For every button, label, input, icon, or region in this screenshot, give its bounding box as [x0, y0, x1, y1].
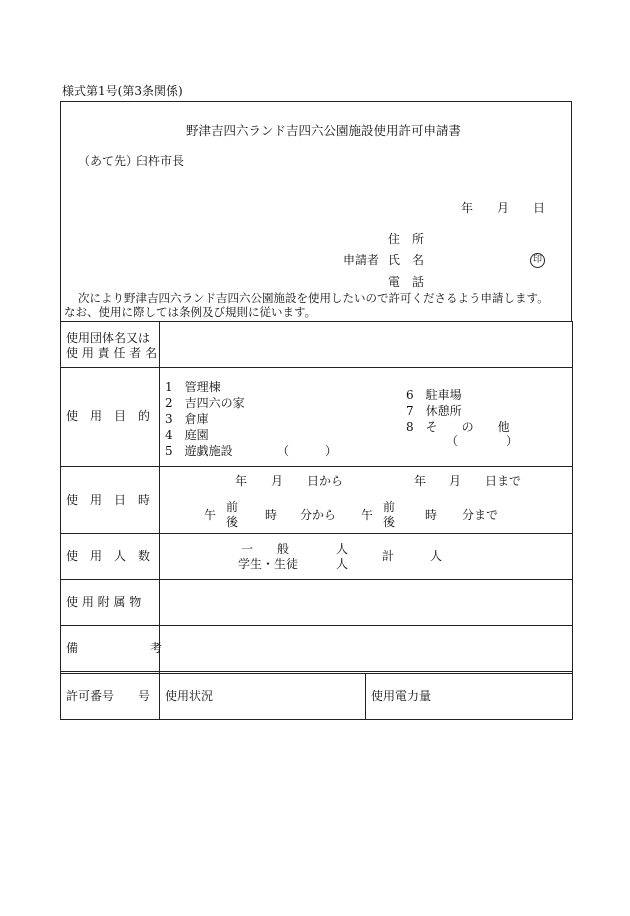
- to-day-label: 日まで: [485, 474, 522, 488]
- row-label-datetime: 使 用 日 時: [66, 493, 151, 507]
- from-day-label: 日から: [307, 474, 344, 488]
- power-usage-label: 使用電力量: [371, 689, 432, 703]
- date-month-label: 月: [497, 201, 510, 215]
- table-row-divider: [60, 367, 573, 368]
- purpose-item-1: [165, 381, 221, 393]
- addressee-prefix: （あて先）: [78, 154, 139, 168]
- table-row-divider: [60, 625, 573, 626]
- purpose-item-3: [165, 413, 209, 425]
- purpose-item-6: [406, 389, 462, 401]
- purpose-item-5: [165, 445, 233, 457]
- permit-number-label: 許可番号 号: [66, 689, 151, 703]
- row-label-people: 使 用 人 数: [66, 549, 151, 563]
- row-label-group-name: 使用団体名又は 使 用 責 任 者 名: [66, 331, 158, 360]
- row-label-remarks: 備 考: [66, 641, 163, 655]
- student-people-label: 学生・生徒: [238, 557, 299, 571]
- form-number: 様式第1号(第3条関係): [62, 84, 183, 98]
- purpose-8-detail: （ ）: [446, 434, 519, 448]
- minute-to-label: 分まで: [462, 508, 499, 522]
- label-column-divider: [159, 321, 160, 719]
- to-month-label: 月: [449, 474, 462, 488]
- usage-status-label: 使用状況: [165, 689, 214, 703]
- from-year-label: 年: [235, 474, 248, 488]
- student-people-unit: 人: [336, 557, 349, 571]
- general-people-unit: 人: [336, 542, 349, 556]
- intro-line-1: 次により野津吉四六ランド吉四六公園施設を使用したいので許可くださるよう申請します。: [78, 291, 549, 305]
- intro-line-2: なお、使用に際しては条例及び規則に従います。: [64, 305, 317, 319]
- purpose-item-8: [406, 421, 510, 433]
- name-label: 氏 名: [388, 253, 425, 267]
- purpose-item-label: 吉四六の家: [184, 396, 245, 410]
- table-row-divider: [60, 579, 573, 580]
- purpose-item-num: 1: [165, 380, 173, 394]
- general-people-label: 一 般: [241, 542, 290, 556]
- am-label-1: 前: [226, 500, 239, 514]
- purpose-item-4: [165, 429, 209, 441]
- address-label: 住 所: [388, 232, 425, 246]
- form-title: 野津吉四六ランド吉四六公園施設使用許可申請書: [186, 123, 462, 138]
- purpose-item-num: 5: [165, 444, 173, 458]
- purpose-5-detail: （ ）: [277, 444, 338, 458]
- purpose-item-num: 4: [165, 428, 173, 442]
- purpose-item-label: 庭園: [184, 428, 209, 442]
- table-row-divider: [60, 466, 573, 467]
- phone-label: 電 話: [388, 275, 425, 289]
- table-right-border: [572, 321, 573, 719]
- date-day-label: 日: [533, 201, 546, 215]
- purpose-item-2: [165, 397, 245, 409]
- date-year-label: 年: [461, 201, 474, 215]
- from-month-label: 月: [271, 474, 284, 488]
- purpose-item-label: 管理棟: [184, 380, 221, 394]
- purpose-item-label: 休憩所: [425, 404, 462, 418]
- purpose-item-label: 遊戯施設: [184, 444, 233, 458]
- purpose-item-num: 7: [406, 404, 414, 418]
- table-row-divider: [60, 673, 573, 674]
- purpose-item-label: そ の 他: [425, 420, 510, 434]
- table-row-divider: [60, 671, 573, 672]
- total-people-unit: 人: [430, 549, 443, 563]
- table-bottom-border: [60, 719, 573, 720]
- table-row-divider: [60, 533, 573, 534]
- purpose-item-num: 2: [165, 396, 173, 410]
- purpose-item-num: 8: [406, 420, 414, 434]
- purpose-item-num: 3: [165, 412, 173, 426]
- row-label-purpose: 使 用 目 的: [66, 409, 151, 423]
- am-label-2: 前: [383, 500, 396, 514]
- noon-label-1: 午: [204, 508, 217, 522]
- total-people-label: 計: [382, 549, 395, 563]
- purpose-item-num: 6: [406, 388, 414, 402]
- table-left-border: [60, 321, 61, 719]
- seal-mark: 印: [530, 253, 545, 268]
- pm-label-1: 後: [226, 515, 239, 529]
- purpose-item-label: 倉庫: [184, 412, 209, 426]
- minute-from-label: 分から: [300, 508, 337, 522]
- hour-label-1: 時: [265, 508, 278, 522]
- to-year-label: 年: [414, 474, 427, 488]
- purpose-item-7: [406, 405, 462, 417]
- noon-label-2: 午: [361, 508, 374, 522]
- footer-column-divider: [365, 673, 366, 719]
- row-label-attachments: 使 用 附 属 物: [66, 595, 142, 609]
- addressee: 臼杵市長: [136, 154, 185, 168]
- pm-label-2: 後: [383, 515, 396, 529]
- hour-label-2: 時: [425, 508, 438, 522]
- applicant-label: 申請者: [343, 253, 380, 267]
- purpose-item-label: 駐車場: [425, 388, 462, 402]
- table-top-border: [60, 321, 573, 322]
